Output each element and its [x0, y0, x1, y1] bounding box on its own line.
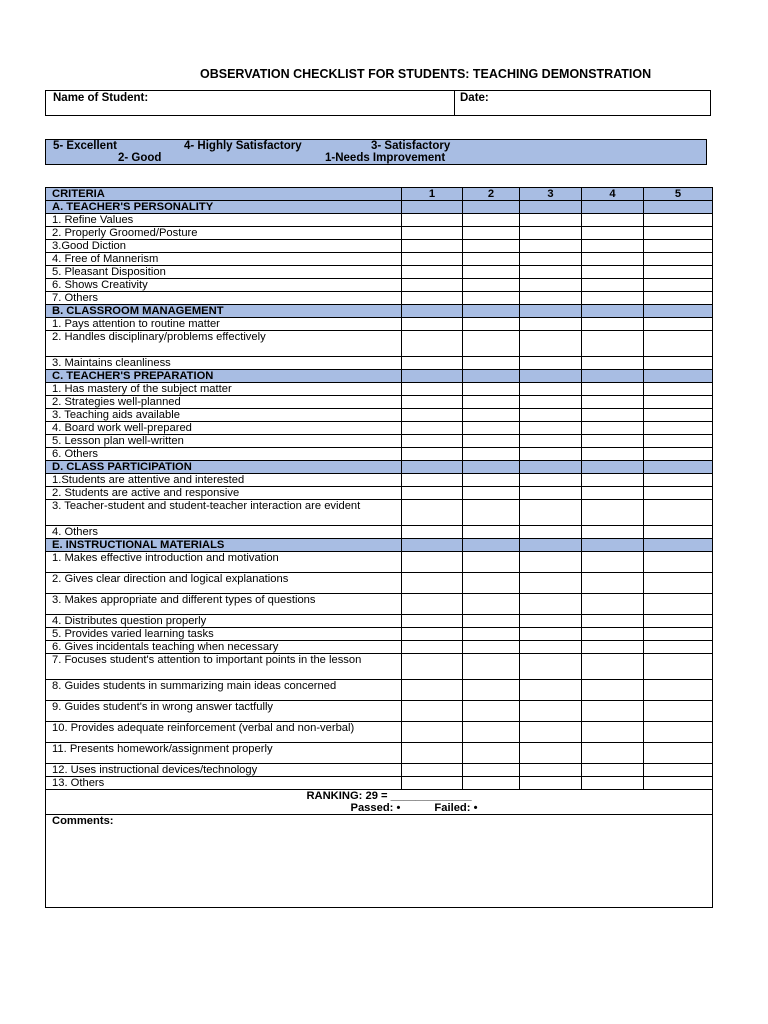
criteria-row-score-4[interactable] [582, 701, 644, 722]
criteria-item: 1. Makes effective introduction and motivation [46, 552, 402, 573]
section-header-cell [582, 370, 644, 383]
criteria-item: 5. Lesson plan well-written [46, 435, 402, 448]
criteria-row-score-1[interactable] [402, 500, 463, 526]
section-header-cell [402, 539, 463, 552]
section-header-cell [463, 370, 520, 383]
criteria-row-score-4[interactable] [582, 292, 644, 305]
ranking-label[interactable]: RANKING: 29 = _____________ [306, 790, 472, 802]
criteria-row-score-2[interactable] [463, 383, 520, 396]
criteria-row-score-4[interactable] [582, 214, 644, 227]
criteria-row-score-4[interactable] [582, 266, 644, 279]
criteria-row-score-5[interactable] [644, 594, 713, 615]
criteria-row [46, 279, 713, 292]
criteria-row-score-2[interactable] [463, 573, 520, 594]
criteria-row-score-3[interactable] [520, 641, 582, 654]
criteria-row-score-3[interactable] [520, 654, 582, 680]
criteria-row-score-3[interactable] [520, 435, 582, 448]
date-label: Date: [460, 92, 489, 104]
criteria-item: 2. Handles disciplinary/problems effectively [46, 331, 402, 357]
section-header-cell [520, 461, 582, 474]
criteria-row-score-3[interactable] [520, 253, 582, 266]
criteria-row-score-2[interactable] [463, 227, 520, 240]
criteria-row [46, 743, 713, 764]
criteria-row-score-5[interactable] [644, 641, 713, 654]
criteria-row [46, 214, 713, 227]
criteria-row-score-4[interactable] [582, 474, 644, 487]
criteria-row-score-1[interactable] [402, 628, 463, 641]
section-header-cell [520, 539, 582, 552]
criteria-row [46, 396, 713, 409]
criteria-item: 2. Properly Groomed/Posture [46, 227, 402, 240]
section-header-row [46, 461, 713, 474]
criteria-item: 1.Students are attentive and interested [46, 474, 402, 487]
criteria-item: 3. Maintains cleanliness [46, 357, 402, 370]
criteria-row-score-1[interactable] [402, 701, 463, 722]
criteria-row-score-5[interactable] [644, 615, 713, 628]
document-title: OBSERVATION CHECKLIST FOR STUDENTS: TEACHING DEMONSTRATION [200, 67, 652, 81]
criteria-row-score-2[interactable] [463, 654, 520, 680]
criteria-row-score-3[interactable] [520, 573, 582, 594]
criteria-row-score-5[interactable] [644, 701, 713, 722]
criteria-item: 12. Uses instructional devices/technology [46, 764, 402, 777]
criteria-row-score-4[interactable] [582, 383, 644, 396]
section-header-cell [402, 461, 463, 474]
criteria-row-score-4[interactable] [582, 764, 644, 777]
criteria-row-score-3[interactable] [520, 331, 582, 357]
criteria-header: CRITERIA [46, 188, 402, 201]
criteria-row-score-1[interactable] [402, 743, 463, 764]
criteria-row [46, 615, 713, 628]
criteria-row [46, 500, 713, 526]
criteria-row-score-2[interactable] [463, 615, 520, 628]
criteria-row [46, 422, 713, 435]
criteria-row-score-2[interactable] [463, 722, 520, 743]
section-header-cell [582, 461, 644, 474]
section-header-cell [582, 305, 644, 318]
criteria-row-score-4[interactable] [582, 396, 644, 409]
section-header-cell [644, 539, 713, 552]
section-header-row [46, 305, 713, 318]
criteria-row [46, 641, 713, 654]
criteria-row-score-3[interactable] [520, 628, 582, 641]
criteria-row-score-4[interactable] [582, 357, 644, 370]
criteria-row-score-2[interactable] [463, 357, 520, 370]
section-header-cell [582, 539, 644, 552]
criteria-item: 8. Guides students in summarizing main ideas concerned [46, 680, 402, 701]
section-header-cell [402, 201, 463, 214]
section-header-cell [402, 370, 463, 383]
criteria-row-score-4[interactable] [582, 743, 644, 764]
criteria-row-score-5[interactable] [644, 409, 713, 422]
criteria-row [46, 227, 713, 240]
section-header-cell [520, 370, 582, 383]
criteria-row-score-1[interactable] [402, 422, 463, 435]
criteria-row-score-2[interactable] [463, 279, 520, 292]
criteria-row-score-4[interactable] [582, 240, 644, 253]
criteria-row-score-5[interactable] [644, 227, 713, 240]
criteria-row-score-2[interactable] [463, 318, 520, 331]
passed-option[interactable]: Passed: • [350, 802, 401, 814]
criteria-row-score-2[interactable] [463, 292, 520, 305]
failed-option[interactable]: Failed: • [434, 802, 478, 814]
criteria-row-score-1[interactable] [402, 331, 463, 357]
criteria-row-score-2[interactable] [463, 435, 520, 448]
criteria-row-score-4[interactable] [582, 641, 644, 654]
criteria-row-score-2[interactable] [463, 628, 520, 641]
criteria-item: 4. Free of Mannerism [46, 253, 402, 266]
criteria-row [46, 474, 713, 487]
criteria-row-score-1[interactable] [402, 318, 463, 331]
criteria-row [46, 240, 713, 253]
criteria-row [46, 357, 713, 370]
section-header-cell [520, 201, 582, 214]
criteria-item: 1. Refine Values [46, 214, 402, 227]
criteria-row-score-4[interactable] [582, 253, 644, 266]
criteria-row [46, 487, 713, 500]
section-title: C. TEACHER'S PREPARATION [46, 370, 402, 383]
criteria-row-score-1[interactable] [402, 764, 463, 777]
criteria-row [46, 318, 713, 331]
criteria-item: 13. Others [46, 777, 402, 790]
criteria-row-score-5[interactable] [644, 474, 713, 487]
criteria-row [46, 266, 713, 279]
criteria-table [45, 187, 713, 908]
criteria-row-score-1[interactable] [402, 552, 463, 573]
criteria-row-score-5[interactable] [644, 628, 713, 641]
criteria-row-score-4[interactable] [582, 526, 644, 539]
criteria-row-score-4[interactable] [582, 680, 644, 701]
student-info-box [45, 90, 711, 116]
criteria-row-score-1[interactable] [402, 396, 463, 409]
score-column-header: 1 [402, 188, 463, 201]
score-column-header: 3 [520, 188, 582, 201]
criteria-row-score-3[interactable] [520, 474, 582, 487]
criteria-row-score-5[interactable] [644, 573, 713, 594]
criteria-row-score-2[interactable] [463, 743, 520, 764]
criteria-row-score-2[interactable] [463, 214, 520, 227]
criteria-row-score-1[interactable] [402, 526, 463, 539]
criteria-row-score-5[interactable] [644, 292, 713, 305]
section-header-cell [582, 201, 644, 214]
criteria-row-score-1[interactable] [402, 435, 463, 448]
criteria-row-score-5[interactable] [644, 422, 713, 435]
criteria-row-score-1[interactable] [402, 474, 463, 487]
criteria-item: 3. Makes appropriate and different types of questions [46, 594, 402, 615]
criteria-row-score-2[interactable] [463, 422, 520, 435]
criteria-row-score-4[interactable] [582, 227, 644, 240]
criteria-row-score-3[interactable] [520, 422, 582, 435]
criteria-item: 4. Others [46, 526, 402, 539]
criteria-item: 5. Provides varied learning tasks [46, 628, 402, 641]
criteria-row-score-4[interactable] [582, 318, 644, 331]
criteria-row-score-3[interactable] [520, 777, 582, 790]
criteria-row-score-2[interactable] [463, 526, 520, 539]
comments-field[interactable] [46, 815, 713, 908]
criteria-row-score-2[interactable] [463, 777, 520, 790]
criteria-item: 7. Others [46, 292, 402, 305]
section-title: E. INSTRUCTIONAL MATERIALS [46, 539, 402, 552]
section-header-cell [644, 201, 713, 214]
criteria-row-score-1[interactable] [402, 448, 463, 461]
criteria-row-score-5[interactable] [644, 383, 713, 396]
section-header-cell [644, 305, 713, 318]
criteria-row [46, 777, 713, 790]
comments-label: Comments: [52, 815, 114, 827]
criteria-row-score-2[interactable] [463, 552, 520, 573]
criteria-row-score-3[interactable] [520, 722, 582, 743]
criteria-row-score-2[interactable] [463, 448, 520, 461]
criteria-row-score-4[interactable] [582, 777, 644, 790]
criteria-item: 6. Others [46, 448, 402, 461]
criteria-item: 2. Students are active and responsive [46, 487, 402, 500]
scale-good: 2- Good [118, 152, 162, 164]
criteria-row-score-3[interactable] [520, 227, 582, 240]
criteria-row-score-1[interactable] [402, 777, 463, 790]
criteria-row-score-5[interactable] [644, 253, 713, 266]
section-header-cell [644, 461, 713, 474]
criteria-row [46, 526, 713, 539]
criteria-row-score-5[interactable] [644, 240, 713, 253]
scale-needs-improvement: 1-Needs Improvement [325, 152, 446, 164]
criteria-item: 3. Teaching aids available [46, 409, 402, 422]
criteria-item: 3. Teacher-student and student-teacher interaction are evident [46, 500, 402, 526]
criteria-item: 1. Pays attention to routine matter [46, 318, 402, 331]
criteria-row-score-2[interactable] [463, 500, 520, 526]
criteria-row-score-2[interactable] [463, 680, 520, 701]
criteria-row [46, 764, 713, 777]
criteria-row-score-1[interactable] [402, 487, 463, 500]
criteria-row [46, 253, 713, 266]
criteria-row-score-3[interactable] [520, 383, 582, 396]
criteria-row-score-4[interactable] [582, 722, 644, 743]
section-title: B. CLASSROOM MANAGEMENT [46, 305, 402, 318]
criteria-row-score-1[interactable] [402, 409, 463, 422]
criteria-item: 6. Gives incidentals teaching when necessary [46, 641, 402, 654]
criteria-row-score-2[interactable] [463, 266, 520, 279]
criteria-row-score-1[interactable] [402, 641, 463, 654]
criteria-row-score-4[interactable] [582, 552, 644, 573]
section-header-cell [520, 305, 582, 318]
criteria-row [46, 628, 713, 641]
criteria-item: 7. Focuses student's attention to important points in the lesson [46, 654, 402, 680]
criteria-row-score-4[interactable] [582, 331, 644, 357]
criteria-row [46, 654, 713, 680]
criteria-row-score-1[interactable] [402, 357, 463, 370]
criteria-row-score-1[interactable] [402, 279, 463, 292]
score-column-header: 4 [582, 188, 644, 201]
criteria-row-score-2[interactable] [463, 240, 520, 253]
criteria-row-score-3[interactable] [520, 318, 582, 331]
score-column-header: 5 [644, 188, 713, 201]
criteria-row-score-4[interactable] [582, 628, 644, 641]
criteria-row-score-1[interactable] [402, 615, 463, 628]
criteria-row-score-4[interactable] [582, 615, 644, 628]
criteria-row-score-1[interactable] [402, 594, 463, 615]
criteria-row-score-1[interactable] [402, 227, 463, 240]
criteria-row-score-5[interactable] [644, 487, 713, 500]
criteria-item: 11. Presents homework/assignment properly [46, 743, 402, 764]
criteria-item: 5. Pleasant Disposition [46, 266, 402, 279]
criteria-row-score-2[interactable] [463, 764, 520, 777]
criteria-row-score-3[interactable] [520, 552, 582, 573]
criteria-row [46, 383, 713, 396]
ranking-cell [46, 790, 713, 815]
criteria-row-score-1[interactable] [402, 240, 463, 253]
criteria-row-score-1[interactable] [402, 680, 463, 701]
criteria-row-score-5[interactable] [644, 654, 713, 680]
criteria-row [46, 701, 713, 722]
criteria-row-score-2[interactable] [463, 409, 520, 422]
criteria-row-score-2[interactable] [463, 487, 520, 500]
criteria-row [46, 573, 713, 594]
criteria-row-score-5[interactable] [644, 552, 713, 573]
criteria-row [46, 722, 713, 743]
criteria-row-score-5[interactable] [644, 266, 713, 279]
criteria-item: 4. Distributes question properly [46, 615, 402, 628]
criteria-row-score-4[interactable] [582, 487, 644, 500]
criteria-row-score-2[interactable] [463, 641, 520, 654]
criteria-row-score-5[interactable] [644, 357, 713, 370]
section-header-cell [463, 201, 520, 214]
criteria-row-score-3[interactable] [520, 487, 582, 500]
ranking-row [46, 790, 713, 815]
criteria-row-score-4[interactable] [582, 448, 644, 461]
criteria-row-score-1[interactable] [402, 654, 463, 680]
scale-highly-satisfactory: 4- Highly Satisfactory [184, 140, 302, 152]
criteria-row-score-5[interactable] [644, 396, 713, 409]
criteria-row-score-3[interactable] [520, 266, 582, 279]
section-header-row [46, 201, 713, 214]
criteria-row-score-2[interactable] [463, 474, 520, 487]
section-header-row [46, 370, 713, 383]
criteria-row-score-3[interactable] [520, 279, 582, 292]
criteria-item: 2. Strategies well-planned [46, 396, 402, 409]
criteria-row [46, 409, 713, 422]
pass-fail-line [46, 802, 712, 814]
criteria-row-score-5[interactable] [644, 680, 713, 701]
criteria-row-score-3[interactable] [520, 357, 582, 370]
criteria-row [46, 552, 713, 573]
criteria-row-score-3[interactable] [520, 409, 582, 422]
score-column-header: 2 [463, 188, 520, 201]
criteria-row-score-1[interactable] [402, 573, 463, 594]
criteria-row-score-5[interactable] [644, 331, 713, 357]
criteria-row-score-1[interactable] [402, 214, 463, 227]
info-divider [454, 91, 455, 115]
comments-row [46, 815, 713, 908]
criteria-row-score-3[interactable] [520, 500, 582, 526]
criteria-row-score-5[interactable] [644, 777, 713, 790]
criteria-row-score-3[interactable] [520, 701, 582, 722]
criteria-row-score-2[interactable] [463, 396, 520, 409]
table-header-row [46, 188, 713, 201]
criteria-row-score-3[interactable] [520, 615, 582, 628]
criteria-row-score-5[interactable] [644, 435, 713, 448]
criteria-row-score-3[interactable] [520, 448, 582, 461]
criteria-item: 2. Gives clear direction and logical explanations [46, 573, 402, 594]
criteria-row-score-3[interactable] [520, 396, 582, 409]
criteria-row-score-4[interactable] [582, 654, 644, 680]
criteria-item: 9. Guides student's in wrong answer tactfully [46, 701, 402, 722]
criteria-row-score-5[interactable] [644, 526, 713, 539]
criteria-row-score-3[interactable] [520, 594, 582, 615]
criteria-item: 3.Good Diction [46, 240, 402, 253]
scale-satisfactory: 3- Satisfactory [371, 140, 451, 152]
section-header-cell [463, 461, 520, 474]
criteria-row-score-3[interactable] [520, 240, 582, 253]
criteria-row-score-4[interactable] [582, 422, 644, 435]
section-header-row [46, 539, 713, 552]
criteria-row-score-5[interactable] [644, 279, 713, 292]
section-header-cell [402, 305, 463, 318]
criteria-row [46, 435, 713, 448]
criteria-item: 6. Shows Creativity [46, 279, 402, 292]
criteria-row-score-3[interactable] [520, 214, 582, 227]
criteria-row-score-5[interactable] [644, 318, 713, 331]
rating-scale-legend [45, 139, 707, 165]
criteria-row-score-1[interactable] [402, 253, 463, 266]
criteria-row-score-2[interactable] [463, 701, 520, 722]
criteria-row-score-3[interactable] [520, 764, 582, 777]
section-title: A. TEACHER'S PERSONALITY [46, 201, 402, 214]
student-name-label: Name of Student: [53, 92, 149, 104]
section-header-cell [463, 305, 520, 318]
criteria-row-score-2[interactable] [463, 594, 520, 615]
scale-excellent: 5- Excellent [53, 140, 117, 152]
criteria-row-score-1[interactable] [402, 266, 463, 279]
criteria-row-score-5[interactable] [644, 448, 713, 461]
criteria-item: 1. Has mastery of the subject matter [46, 383, 402, 396]
criteria-row-score-4[interactable] [582, 573, 644, 594]
criteria-row-score-4[interactable] [582, 279, 644, 292]
criteria-row-score-3[interactable] [520, 680, 582, 701]
section-title: D. CLASS PARTICIPATION [46, 461, 402, 474]
criteria-row [46, 331, 713, 357]
criteria-row-score-1[interactable] [402, 383, 463, 396]
criteria-row [46, 680, 713, 701]
criteria-row [46, 448, 713, 461]
section-header-cell [644, 370, 713, 383]
criteria-row-score-2[interactable] [463, 331, 520, 357]
criteria-item: 4. Board work well-prepared [46, 422, 402, 435]
criteria-row-score-4[interactable] [582, 500, 644, 526]
section-header-cell [463, 539, 520, 552]
criteria-row-score-5[interactable] [644, 743, 713, 764]
criteria-row-score-1[interactable] [402, 722, 463, 743]
criteria-row [46, 594, 713, 615]
criteria-row-score-4[interactable] [582, 435, 644, 448]
criteria-item: 10. Provides adequate reinforcement (verbal and non-verbal) [46, 722, 402, 743]
criteria-row-score-4[interactable] [582, 409, 644, 422]
criteria-row-score-5[interactable] [644, 764, 713, 777]
criteria-row-score-5[interactable] [644, 722, 713, 743]
criteria-row-score-3[interactable] [520, 743, 582, 764]
criteria-row-score-4[interactable] [582, 594, 644, 615]
criteria-row-score-2[interactable] [463, 253, 520, 266]
criteria-row-score-5[interactable] [644, 214, 713, 227]
criteria-row-score-3[interactable] [520, 292, 582, 305]
criteria-row-score-1[interactable] [402, 292, 463, 305]
criteria-row-score-3[interactable] [520, 526, 582, 539]
criteria-row-score-5[interactable] [644, 500, 713, 526]
criteria-row [46, 292, 713, 305]
